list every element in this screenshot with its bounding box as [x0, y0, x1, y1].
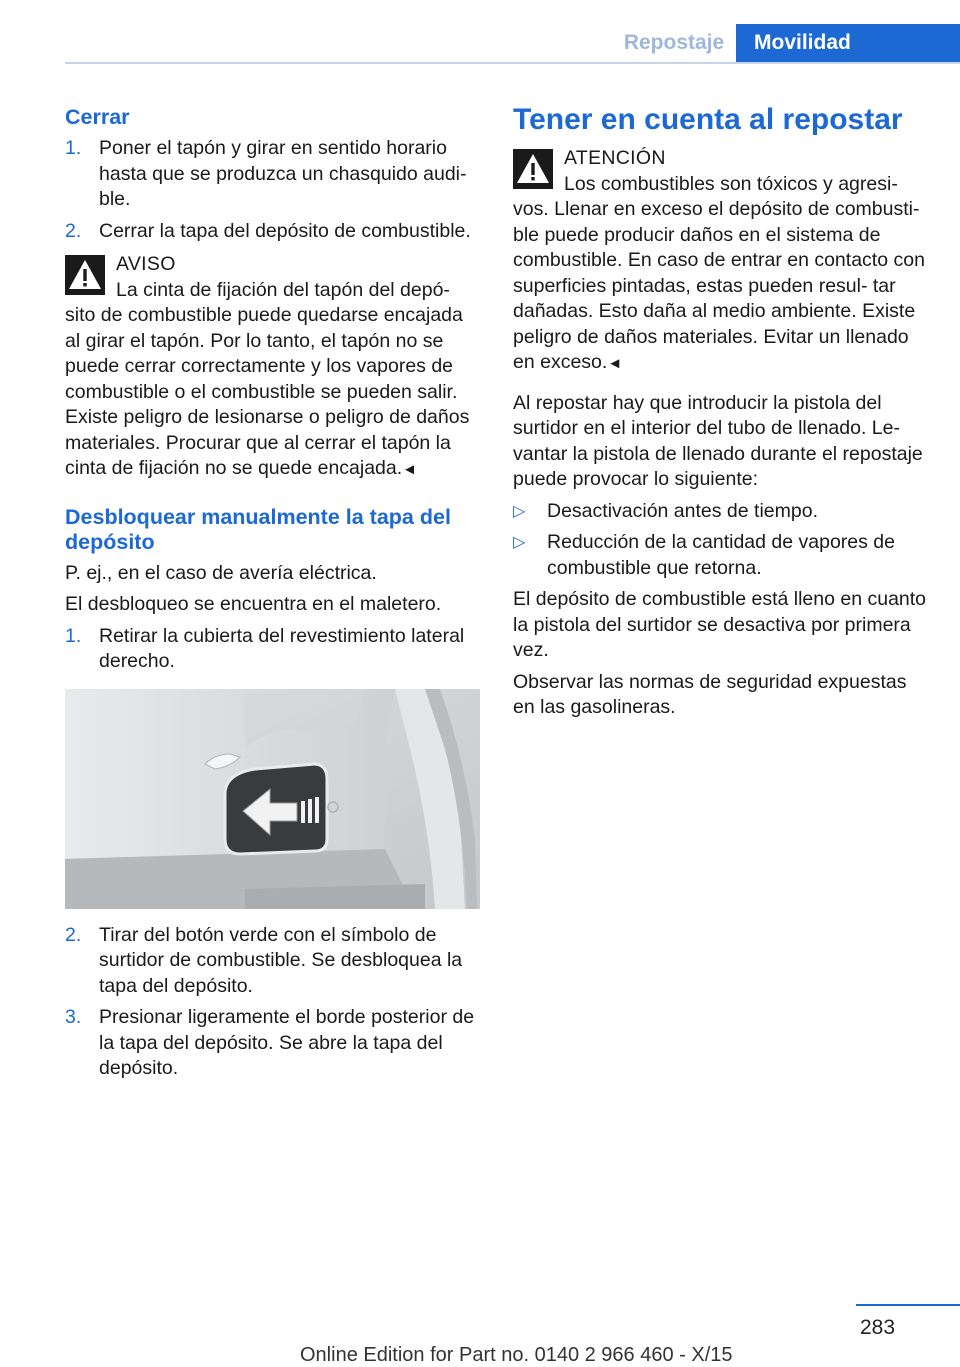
step-text: Cerrar la tapa del depósito de combustible. [99, 219, 471, 242]
step-text: Retirar la cubierta del revestimiento lateral derecho. [99, 624, 465, 672]
end-mark: ◄ [607, 355, 623, 372]
paragraph: El depósito de combustible está lleno en cuanto la pistola del surtidor se desactiva por primera vez. [513, 588, 927, 661]
tab-repostaje[interactable]: Repostaje [623, 31, 725, 54]
step-number: 3. [65, 1006, 82, 1028]
step-text: Presionar ligeramente el borde posterior de la tapa del depósito. Se abre la tapa del depósito. [99, 1006, 475, 1079]
left-column [65, 98, 480, 1088]
warning-triangle-icon [513, 149, 553, 189]
right-column [513, 98, 933, 727]
bullet-arrow-icon: ▷ [513, 502, 526, 520]
warning-triangle-icon [65, 255, 105, 295]
header-divider [65, 62, 960, 64]
step-number: 2. [65, 923, 82, 946]
list-item [513, 530, 933, 581]
section-title-desbloquear: Desbloquear manualmente la tapa del depósito [65, 504, 451, 554]
list-item [65, 624, 480, 675]
list-item [65, 1005, 480, 1082]
step-text: Tirar del botón verde con el símbolo de surtidor de combustible. Se desbloquea la tapa del depósito. [99, 923, 463, 997]
step-text: Poner el tapón y girar en sentido horario hasta que se produzca un chasquido audi‐ ble. [99, 137, 467, 210]
step-number: 1. [65, 137, 82, 159]
atencion-body-text: vos. Llenar en exceso el depósito de combusti‐ ble puede producir daños en el sistema de combustible. En caso de entrar en contacto con superficies pintadas, estas pueden resul‐ tar dañadas. Esto daña al medio ambiente. Existe peligro de daños materiales. Evitar un llenado en exceso. [513, 198, 925, 373]
atencion-title: ATENCIÓN [564, 147, 666, 169]
step-number: 1. [65, 624, 82, 647]
end-mark: ◄ [402, 461, 418, 478]
atencion-first-line: Los combustibles son tóxicos y agresi‐ [564, 172, 898, 195]
aviso-notice [65, 252, 480, 483]
list-item [65, 136, 480, 213]
section-title-cerrar: Cerrar [65, 105, 130, 129]
aviso-first-line: La cinta de fijación del tapón del depó‐ [116, 278, 450, 301]
list-item [513, 499, 933, 525]
paragraph: P. ej., en el caso de avería eléctrica. [65, 561, 377, 584]
trunk-release-illustration [65, 689, 480, 909]
list-item [65, 219, 480, 245]
bullet-arrow-icon: ▷ [513, 534, 526, 551]
page-number: 283 [860, 1316, 896, 1339]
section-title-repostar: Tener en cuenta al repostar [513, 103, 903, 136]
step-number: 2. [65, 219, 82, 242]
aviso-title: AVISO [116, 253, 176, 275]
aviso-body [65, 303, 480, 483]
atencion-notice [513, 146, 933, 377]
paragraph: Observar las normas de seguridad expuestas en las gasolineras. [513, 670, 907, 718]
tab-movilidad[interactable]: Movilidad [736, 24, 960, 62]
edition-footer: Online Edition for Part no. 0140 2 966 460 - X/15 [300, 1344, 733, 1366]
footer-divider [856, 1304, 960, 1306]
paragraph: El desbloqueo se encuentra en el maletero. [65, 593, 442, 615]
bullet-text: Reducción de la cantidad de vapores de combustible que retorna. [547, 531, 895, 579]
aviso-body-text: sito de combustible puede quedarse encajada al girar el tapón. Por lo tanto, el tapón no se puede cerrar correctamente y los vapores de combustible o el combustible se pueden salir. Existe peligro de lesionarse o peligro de daños materiales. Procurar que al cerrar el tapón la cinta de fijación no se quede encajada. [65, 304, 470, 479]
paragraph: Al repostar hay que introducir la pistola del surtidor en el interior del tubo de llenado. Le‐ vantar la pistola de llenado durante el repostaje puede provocar lo siguiente: [513, 391, 923, 490]
atencion-body [513, 197, 933, 377]
list-item [65, 923, 480, 1000]
bullet-text: Desactivación antes de tiempo. [547, 499, 818, 522]
